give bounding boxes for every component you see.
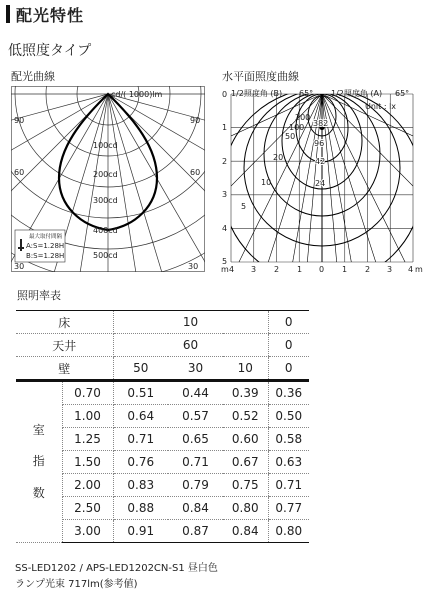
table-cell: 0.77: [268, 497, 309, 520]
ceiling-value-b: 0: [268, 334, 309, 357]
y-tick-3: 3: [222, 190, 228, 199]
polar-title: 配光曲線: [11, 70, 55, 83]
illuminance-diagram: [217, 86, 425, 276]
room-index-char: 指: [32, 454, 45, 469]
ceiling-value-a: 60: [113, 334, 268, 357]
table-cell: 0.71: [268, 474, 309, 497]
floor-value-a: 10: [113, 311, 268, 334]
table-cell: 0.91: [113, 520, 168, 543]
header-bar: [6, 5, 10, 23]
ring-100cd: 100cd: [93, 141, 118, 150]
angle-30-left: 30: [14, 262, 25, 271]
horiz-title: 水平面照度曲線: [222, 70, 299, 83]
spacing-legend: [15, 230, 65, 262]
center-96: 96: [314, 139, 325, 148]
polar-diagram: [11, 86, 205, 272]
floor-label: 床: [16, 311, 113, 334]
table-cell: 0.65: [168, 428, 223, 451]
x-tick-5: 1: [342, 265, 348, 274]
y-tick-5: 5: [222, 257, 228, 266]
x-tick-3: 1: [297, 265, 303, 274]
table-cell: 0.60: [223, 428, 268, 451]
angle-60-right: 60: [190, 168, 201, 177]
contour-200: 200: [295, 113, 311, 122]
table-cell: 0.80: [268, 520, 309, 543]
half-angle-b-value: 65°: [299, 89, 314, 98]
room-index-value: 1.00: [62, 405, 113, 428]
table-cell: 0.75: [223, 474, 268, 497]
wall-value: 30: [168, 357, 223, 381]
legend-b: B:S=1.28H: [26, 252, 65, 260]
ring-500cd: 500cd: [93, 251, 118, 260]
section-title: 配光特性: [16, 5, 85, 25]
contour-20: 20: [273, 153, 284, 162]
room-index-label: [16, 381, 62, 543]
table-cell: 0.80: [223, 497, 268, 520]
polar-unit: cd/( 1000)lm: [111, 90, 163, 99]
x-tick-2: 2: [274, 265, 280, 274]
table-cell: 0.52: [223, 405, 268, 428]
ring-300cd: 300cd: [93, 196, 118, 205]
wall-row: [16, 357, 309, 381]
table-cell: 0.58: [268, 428, 309, 451]
table-row: [16, 381, 309, 405]
table-cell: 0.57: [168, 405, 223, 428]
ring-400cd: 400cd: [93, 226, 118, 235]
legend-a: A:S=1.28H: [26, 242, 65, 250]
x-tick-1: 3: [251, 265, 257, 274]
table-cell: 0.71: [168, 451, 223, 474]
wall-label: 壁: [16, 357, 113, 381]
table-cell: 0.84: [223, 520, 268, 543]
floor-value-b: 0: [268, 311, 309, 334]
room-index-char: 室: [32, 423, 45, 438]
ring-200cd: 200cd: [93, 170, 118, 179]
angle-90-left: 90: [14, 116, 25, 125]
contour-50: 50: [285, 132, 296, 141]
room-index-value: 0.70: [62, 381, 113, 405]
room-index-char: 数: [32, 485, 45, 500]
table-cell: 0.67: [223, 451, 268, 474]
table-cell: 0.63: [268, 451, 309, 474]
angle-30-right: 30: [188, 262, 199, 271]
y-tick-2: 2: [222, 157, 228, 166]
table-cell: 0.84: [168, 497, 223, 520]
x-tick-0: 4: [229, 265, 235, 274]
room-index-value: 3.00: [62, 520, 113, 543]
room-index-value: 2.00: [62, 474, 113, 497]
room-index-value: 1.50: [62, 451, 113, 474]
contour-10: 10: [261, 178, 272, 187]
type-subtitle: 低照度タイプ: [8, 43, 92, 59]
angle-60-left: 60: [14, 168, 25, 177]
x-tick-4: 0: [319, 265, 325, 274]
table-caption: 照明率表: [17, 289, 61, 302]
table-cell: 0.50: [268, 405, 309, 428]
unit-label: Unit : lx: [365, 102, 397, 111]
table-cell: 0.88: [113, 497, 168, 520]
table-cell: 0.87: [168, 520, 223, 543]
table-cell: 0.36: [268, 381, 309, 405]
table-cell: 0.79: [168, 474, 223, 497]
half-angle-a: 1/2照度角 (A): [331, 89, 383, 98]
center-382: 382: [313, 119, 329, 128]
table-cell: 0.64: [113, 405, 168, 428]
y-tick-4: 4: [222, 224, 228, 233]
y-tick-0: 0: [222, 90, 228, 99]
table-cell: 0.71: [113, 428, 168, 451]
table-cell: 0.76: [113, 451, 168, 474]
x-tick-6: 2: [365, 265, 371, 274]
x-unit: m: [415, 265, 423, 274]
ceiling-label: 天井: [16, 334, 113, 357]
contour-100: 100: [289, 123, 305, 132]
ceiling-row: [16, 334, 309, 357]
contour-5: 5: [241, 202, 247, 211]
model-number: SS-LED1202 / APS-LED1202CN-S1 昼白色: [15, 563, 218, 574]
legend-title: 最大取付間隔: [29, 234, 63, 240]
lamp-flux: ランプ光束 717lm(参考値): [15, 579, 138, 590]
room-index-value: 2.50: [62, 497, 113, 520]
wall-value: 50: [113, 357, 168, 381]
room-index-value: 1.25: [62, 428, 113, 451]
y-tick-1: 1: [222, 123, 228, 132]
y-unit: m: [221, 265, 229, 274]
x-tick-8: 4: [408, 265, 414, 274]
section-header: [6, 2, 84, 26]
x-tick-7: 3: [387, 265, 393, 274]
half-angle-a-value: 65°: [395, 89, 410, 98]
center-24: 24: [315, 179, 326, 188]
table-cell: 0.39: [223, 381, 268, 405]
table-cell: 0.51: [113, 381, 168, 405]
center-42: 42: [315, 157, 326, 166]
wall-value: 10: [223, 357, 268, 381]
table-cell: 0.44: [168, 381, 223, 405]
wall-value: 0: [268, 357, 309, 381]
utilization-table: [16, 310, 309, 543]
half-angle-b: 1/2照度角 (B): [231, 89, 283, 98]
table-cell: 0.83: [113, 474, 168, 497]
floor-row: [16, 311, 309, 334]
angle-90-right: 90: [190, 116, 201, 125]
